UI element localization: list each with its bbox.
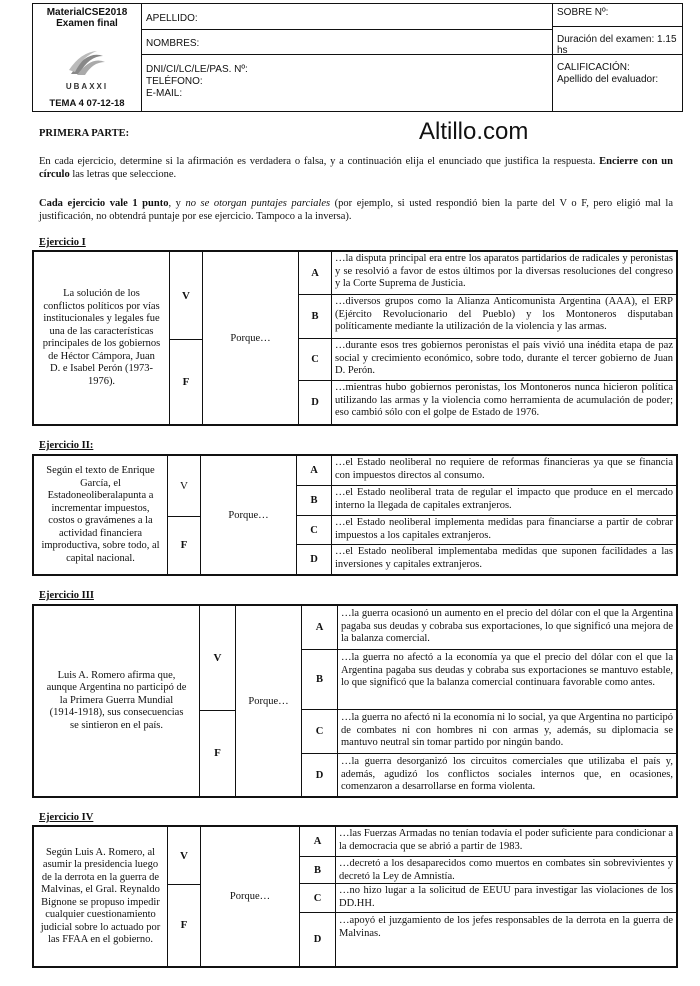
- exercise-title: Ejercicio II:: [39, 440, 94, 451]
- option-f[interactable]: F: [168, 516, 201, 574]
- option-letter-b[interactable]: B: [299, 295, 332, 339]
- option-f[interactable]: F: [200, 710, 236, 796]
- dni-field[interactable]: DNI/CI/LC/LE/PAS. Nº:: [146, 64, 248, 75]
- option-letter-a[interactable]: A: [302, 606, 338, 650]
- scoring-bold: Cada ejercicio vale 1 punto: [39, 198, 169, 209]
- nombres-field[interactable]: NOMBRES:: [141, 30, 552, 55]
- option-letter-a[interactable]: A: [297, 456, 332, 486]
- duracion-label: Duración del examen: 1.15 hs: [552, 27, 682, 55]
- option-text-a: …la disputa principal era entre los aparatos partidarios de radicales y peronistas y se resolvió a favor de estos últimos por la diversas resoluciones del congreso y la Corte Suprema de Justicia.: [332, 252, 676, 295]
- header-grading-cell: [552, 4, 682, 111]
- option-text-b: …decretó a los desaparecidos como muertos en combates sin sobrevivientes y decretó la Ley de Amnistía.: [336, 857, 676, 884]
- option-letter-d[interactable]: D: [300, 913, 336, 966]
- option-text-c: …el Estado neoliberal implementa medidas para financiarse a partir de cobrar impuestos a los capitales extranjeros.: [332, 516, 676, 545]
- exam-label: Examen final: [56, 18, 118, 29]
- scoring-italic: no se otorgan puntajes parciales: [185, 198, 331, 209]
- exercise-2-table: [32, 454, 678, 576]
- option-f[interactable]: F: [170, 339, 203, 424]
- ubaxxi-logo-icon: [67, 48, 107, 78]
- exercise-3-table: [32, 604, 678, 798]
- exam-header: [32, 3, 683, 112]
- option-letter-d[interactable]: D: [299, 381, 332, 424]
- exercise-title: Ejercicio IV: [39, 812, 94, 823]
- option-text-a: …el Estado neoliberal no requiere de reformas financieras ya que se financia con impuestos directos al consumo.: [332, 456, 676, 486]
- instructions-end: las letras que seleccione.: [69, 168, 177, 180]
- material-label: MaterialCSE2018: [46, 7, 128, 18]
- option-text-c: …no hizo lugar a la solicitud de EEUU para investigar las violaciones de los DD.HH.: [336, 884, 676, 913]
- option-f[interactable]: F: [168, 884, 201, 966]
- option-v[interactable]: V: [200, 606, 236, 710]
- option-text-c: …durante esos tres gobiernos peronistas el país vivió una inédita etapa de paz social y crecimiento económico, sobre todo, durante el tercer gobierno de Juan D. Perón.: [332, 339, 676, 381]
- scoring-paragraph: [39, 198, 673, 223]
- exercise-4-table: [32, 825, 678, 968]
- option-text-b: …diversos grupos como la Alianza Anticomunista Argentina (AAA), el ERP (Ejército Revolucionario del Pueblo) y los Montoneros disputaban políticamente mediante la utilización de la violencia y las armas.: [332, 295, 676, 339]
- option-text-b: …la guerra no afectó a la economía ya que el precio del dólar con el que la Argentina pagaba sus deudas y cobraba sus exportaciones se mantuvo estable, lo que significó que la balanza comercial continuara favorable como antes.: [338, 650, 676, 710]
- porque-label: Porque…: [203, 252, 299, 424]
- option-letter-c[interactable]: C: [299, 339, 332, 381]
- option-text-d: …la guerra desorganizó los circuitos comerciales que utilizaba el país y, además, agudizó los conflictos sociales internos que, en ocasiones, comenzaron a desarrollarse en forma violenta.: [341, 756, 673, 792]
- header-student-cell: [141, 4, 553, 111]
- sobre-field[interactable]: SOBRE Nº:: [552, 4, 682, 27]
- option-v[interactable]: V: [168, 827, 201, 884]
- section-title: PRIMERA PARTE:: [39, 128, 130, 139]
- instructions-bold: Encierre con un círculo: [39, 156, 673, 180]
- porque-label: Porque…: [201, 827, 300, 966]
- telefono-field[interactable]: TELÉFONO:: [146, 76, 203, 87]
- option-text-d: …el Estado neoliberal implementaba medidas que suponen facilidades a las inversiones y capitales extranjeros.: [335, 546, 673, 570]
- instructions-text: En cada ejercicio, determine si la afirmación es verdadera o falsa, y a continuación elija el enunciado que justifica la respuesta.: [39, 156, 596, 167]
- apellido-field[interactable]: APELLIDO:: [141, 4, 552, 30]
- logo-text: UBAXXI: [65, 82, 109, 91]
- scoring-sep: , y: [168, 198, 186, 209]
- porque-label: Porque…: [201, 456, 297, 574]
- option-text-c: …la guerra no afectó ni la economía ni lo social, ya que Argentina no participó de combates ni con hombres ni con armas y, además, su diplomacia se mantuvo neutral sin tomar partido por ningún bando.: [338, 710, 676, 754]
- statement-cell: Luis A. Romero afirma que, aunque Argentina no participó de la Primera Guerra Mundial (1914-1918), sus consecuencias se sintieron en el país.: [34, 606, 200, 796]
- header-logo-cell: [33, 4, 142, 111]
- option-letter-c[interactable]: C: [297, 516, 332, 545]
- contact-fields: [141, 55, 552, 104]
- option-letter-b[interactable]: B: [300, 857, 336, 884]
- calificacion-field[interactable]: CALIFICACIÓN:: [557, 62, 630, 73]
- option-text-d: …mientras hubo gobiernos peronistas, los Montoneros nunca hicieron política utilizando las armas y la violencia como herramienta de acumulación de poder; eso cambió sólo con el golpe de Estado de 1976.: [335, 382, 673, 418]
- statement-cell: La solución de los conflictos políticos por vías institucionales y legales fue una de las características principales de los gobiernos de Héctor Cámpora, Juan D. e Isabel Perón (1973-1976).: [34, 252, 170, 424]
- scoring-text: (por ejemplo, si usted respondió bien la parte del V o F, pero eligió mal la justificación, no obtendrá puntaje por ese ejercicio. Tampoco a la inversa).: [39, 198, 673, 222]
- exercise-title: Ejercicio III: [39, 590, 94, 601]
- calificacion-block: [552, 55, 682, 90]
- option-letter-a[interactable]: A: [300, 827, 336, 857]
- instructions-paragraph: [39, 156, 673, 181]
- option-letter-d[interactable]: D: [302, 754, 338, 796]
- option-text-d: …apoyó el juzgamiento de los jefes responsables de la derrota en la guerra de Malvinas.: [339, 915, 673, 939]
- option-text-b: …el Estado neoliberal trata de regular el impacto que produce en el mercado interno la llegada de capitales extranjeros.: [332, 486, 676, 516]
- option-letter-b[interactable]: B: [297, 486, 332, 516]
- statement-cell: Según Luis A. Romero, al asumir la presidencia luego de la derrota en la guerra de Malvinas, el Gral. Reynaldo Bignone se propuso impedir cualquier cuestionamiento judicial sobre lo actuado por las FFAA en el gobierno.: [34, 827, 168, 966]
- option-text-a: …la guerra ocasionó un aumento en el precio del dólar con el que la Argentina pagaba sus deudas y cobraba sus exportaciones, lo que significó una mejora de la balanza comercial.: [338, 606, 676, 650]
- option-letter-c[interactable]: C: [300, 884, 336, 913]
- tema-label: TEMA 4 07-12-18: [49, 98, 125, 109]
- option-v[interactable]: V: [170, 252, 203, 339]
- option-letter-b[interactable]: B: [302, 650, 338, 710]
- option-letter-d[interactable]: D: [297, 545, 332, 574]
- exercise-1-table: [32, 250, 678, 426]
- option-text-a: …las Fuerzas Armadas no tenían todavía el poder suficiente para condicionar a la democracia que se abrió a partir de 1983.: [336, 827, 676, 857]
- option-letter-a[interactable]: A: [299, 252, 332, 295]
- statement-cell: Según el texto de Enrique García, el Estadoneoliberalapunta a incrementar impuestos, costos o gravámenes a la actividad financiera improductiva, sobre todo, al capital nacional.: [34, 456, 168, 574]
- exercise-title: Ejercicio I: [39, 237, 86, 248]
- option-letter-c[interactable]: C: [302, 710, 338, 754]
- watermark: Altillo.com: [419, 118, 529, 145]
- email-field[interactable]: E-MAIL:: [146, 88, 183, 99]
- porque-label: Porque…: [236, 606, 302, 796]
- option-v[interactable]: V: [168, 456, 201, 516]
- evaluador-field[interactable]: Apellido del evaluador:: [557, 74, 659, 85]
